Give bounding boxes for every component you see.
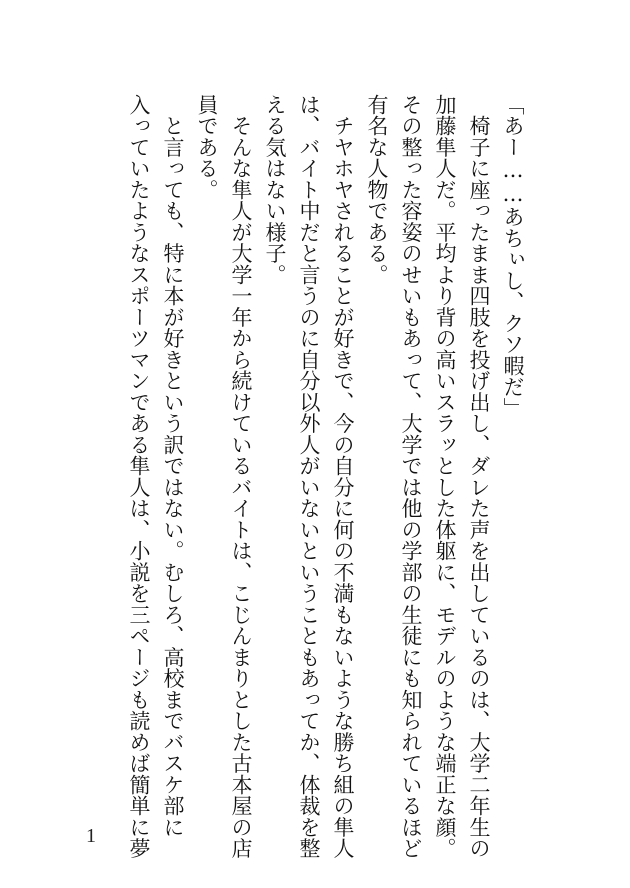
text-line-4: その整った容姿のせいもあって、大学では他の学部の生徒にも知られているほど <box>399 94 423 859</box>
text-line-1: 「あー……あちぃし、クソ暇だ」 <box>501 94 525 419</box>
text-line-9: そんな隼人が大学一年から続けているバイトは、こじんまりとした古本屋の店 <box>229 94 253 859</box>
text-line-5: 有名な人物である。 <box>365 94 389 286</box>
vertical-text-body <box>122 94 530 859</box>
text-line-11: と言っても、特に本が好きという訳ではない。むしろ、高校までバスケ部に <box>161 94 185 838</box>
text-line-2: 椅子に座ったまま四肢を投げ出し、ダレた声を出しているのは、大学二年生の <box>467 94 491 859</box>
text-line-3: 加藤隼人だ。平均より背の高いスラッとした体躯に、モデルのような端正な顔。 <box>433 94 457 859</box>
text-line-7: は、バイト中だと言うのに自分以外人がいないということもあってか、体裁を整 <box>297 94 321 859</box>
text-line-6: チヤホヤされることが好きで、今の自分に何の不満もないような勝ち組の隼人 <box>331 94 355 859</box>
text-line-10: 員である。 <box>195 94 219 201</box>
text-line-8: える気はない様子。 <box>263 94 287 286</box>
page-number: 1 <box>86 825 96 847</box>
text-line-12: 入っていたようなスポーツマンである隼人は、小説を三ページも読めば簡単に夢 <box>127 94 151 859</box>
